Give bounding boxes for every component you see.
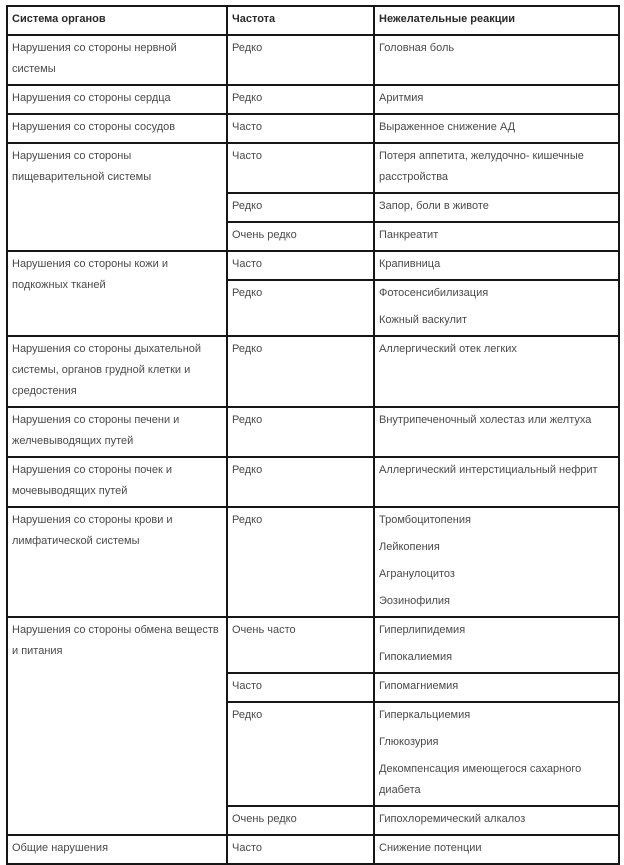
table-row — [7, 617, 619, 673]
reactions-cell — [374, 702, 619, 806]
reactions-cell — [374, 222, 619, 251]
table-row — [7, 507, 619, 617]
reactions-cell — [374, 114, 619, 143]
reaction-text: Панкреатит — [379, 229, 439, 241]
table-row — [7, 35, 619, 85]
reaction-text: Кожный васкулит — [379, 314, 468, 326]
frequency-cell: Очень часто — [227, 617, 374, 673]
system-cell: Нарушения со стороны кожи и подкожных тканей — [7, 251, 227, 336]
system-cell: Нарушения со стороны почек и мочевыводящих путей — [7, 457, 227, 507]
reactions-cell — [374, 407, 619, 457]
table-row — [7, 114, 619, 143]
frequency-cell: Редко — [227, 336, 374, 407]
reactions-cell — [374, 457, 619, 507]
table-row — [7, 336, 619, 407]
table-row — [7, 835, 619, 864]
system-cell: Общие нарушения — [7, 835, 227, 864]
reaction-text: Головная боль — [379, 42, 455, 54]
reaction-text: Фотосенсибилизация — [379, 287, 489, 299]
reaction-text: Аллергический отек легких — [379, 343, 517, 355]
table-row — [7, 457, 619, 507]
system-cell: Нарушения со стороны нервной системы — [7, 35, 227, 85]
reaction-text: Аллергический интерстициальный нефрит — [379, 464, 598, 476]
reactions-cell — [374, 673, 619, 702]
frequency-cell: Редко — [227, 35, 374, 85]
frequency-cell: Редко — [227, 457, 374, 507]
column-header-reactions: Нежелательные реакции — [374, 6, 619, 35]
reactions-cell — [374, 193, 619, 222]
reaction-text: Лейкопения — [379, 541, 440, 553]
reaction-text: Эозинофилия — [379, 595, 450, 607]
table-row — [7, 85, 619, 114]
system-cell: Нарушения со стороны печени и желчевыводящих путей — [7, 407, 227, 457]
table-row — [7, 407, 619, 457]
frequency-cell: Часто — [227, 114, 374, 143]
frequency-cell: Часто — [227, 835, 374, 864]
frequency-cell: Редко — [227, 280, 374, 336]
reactions-cell — [374, 835, 619, 864]
system-cell: Нарушения со стороны сердца — [7, 85, 227, 114]
system-cell: Нарушения со стороны крови и лимфатической системы — [7, 507, 227, 617]
frequency-cell: Редко — [227, 407, 374, 457]
reaction-text: Гипомагниемия — [379, 680, 459, 692]
frequency-cell: Редко — [227, 702, 374, 806]
adverse-reactions-table — [6, 5, 620, 865]
frequency-cell: Часто — [227, 673, 374, 702]
reaction-text: Запор, боли в животе — [379, 200, 489, 212]
reactions-cell — [374, 143, 619, 193]
frequency-cell: Редко — [227, 507, 374, 617]
reactions-cell — [374, 617, 619, 673]
frequency-cell: Очень редко — [227, 222, 374, 251]
reactions-cell — [374, 280, 619, 336]
table-row — [7, 251, 619, 280]
reaction-text: Снижение потенции — [379, 842, 482, 854]
reaction-text: Выраженное снижение АД — [379, 121, 516, 133]
frequency-cell: Редко — [227, 85, 374, 114]
reactions-cell — [374, 336, 619, 407]
reactions-cell — [374, 251, 619, 280]
reaction-text: Потеря аппетита, желудочно- кишечные расстройства — [379, 150, 584, 183]
system-cell: Нарушения со стороны пищеварительной системы — [7, 143, 227, 251]
frequency-cell: Часто — [227, 251, 374, 280]
header-row — [7, 6, 619, 35]
reaction-text: Крапивница — [379, 258, 441, 270]
reaction-text: Аритмия — [379, 92, 424, 104]
reaction-text: Агранулоцитоз — [379, 568, 455, 580]
table-row — [7, 143, 619, 193]
column-header-frequency: Частота — [227, 6, 374, 35]
reaction-text: Внутрипеченочный холестаз или желтуха — [379, 414, 592, 426]
frequency-cell: Редко — [227, 193, 374, 222]
reaction-text: Гиперкальциемия — [379, 709, 471, 721]
reaction-text: Глюкозурия — [379, 736, 439, 748]
table-body — [7, 35, 619, 864]
reaction-text: Гипокалиемия — [379, 651, 453, 663]
reactions-cell — [374, 35, 619, 85]
frequency-cell: Очень редко — [227, 806, 374, 835]
reaction-text: Гиперлипидемия — [379, 624, 466, 636]
reactions-cell — [374, 806, 619, 835]
system-cell: Нарушения со стороны дыхательной системы, органов грудной клетки и средостения — [7, 336, 227, 407]
reaction-text: Тромбоцитопения — [379, 514, 471, 526]
reaction-text: Декомпенсация имеющегося сахарного диабета — [379, 763, 582, 796]
column-header-system: Система органов — [7, 6, 227, 35]
reactions-cell — [374, 85, 619, 114]
system-cell: Нарушения со стороны сосудов — [7, 114, 227, 143]
reactions-cell — [374, 507, 619, 617]
reaction-text: Гипохлоремический алкалоз — [379, 813, 526, 825]
system-cell: Нарушения со стороны обмена веществ и питания — [7, 617, 227, 835]
frequency-cell: Часто — [227, 143, 374, 193]
